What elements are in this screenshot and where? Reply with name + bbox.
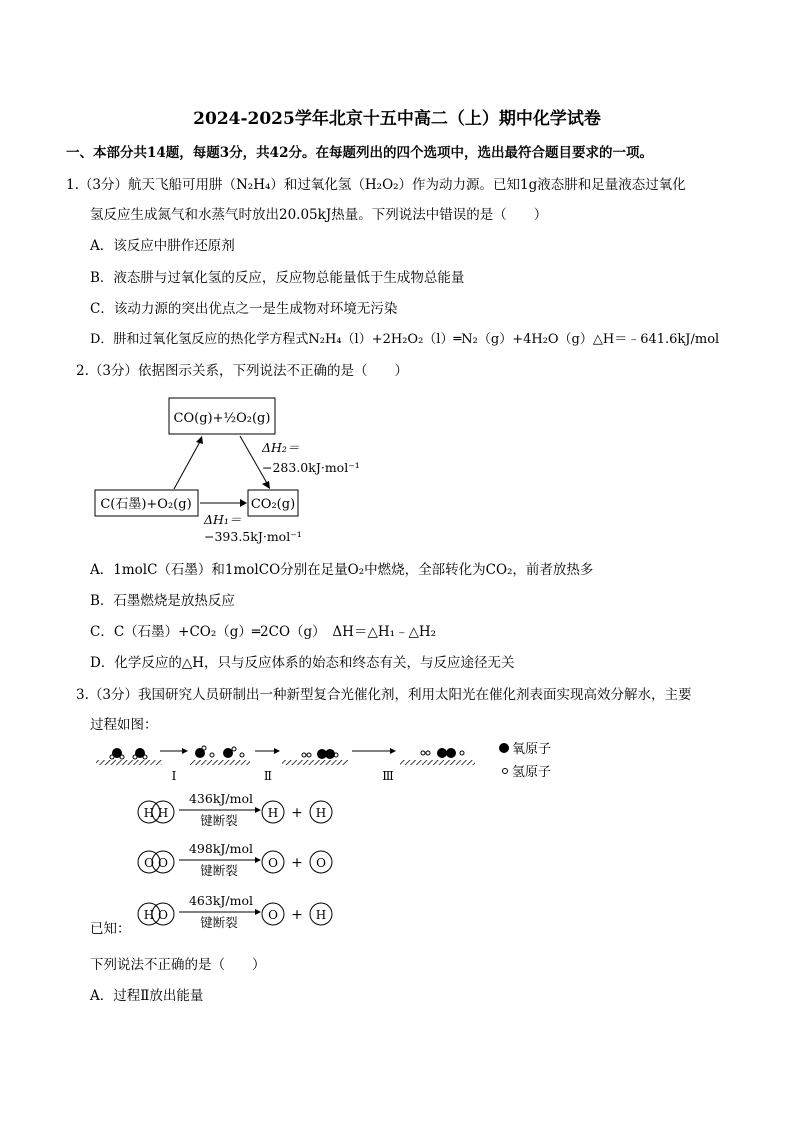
svg-text:H: H (315, 806, 327, 820)
svg-text:H: H (315, 908, 327, 922)
oxygen-legend-icon (499, 743, 509, 753)
q2-stem: 2.（3分）依据图示关系，下列说法不正确的是（ ） (76, 363, 408, 379)
bond-energy-diagrams (135, 790, 375, 940)
step-label: Ⅲ (382, 769, 394, 783)
dh1-label: ΔH₁＝ (204, 512, 242, 527)
catalyst-surface (96, 760, 162, 765)
catalyst-surface (400, 760, 475, 765)
q3-known-label: 已知： (90, 921, 131, 937)
q1-option-d[interactable]: D．肼和过氧化氢反应的热化学方程式N₂H₄（l）+2H₂O₂（l）═N₂（g）+4H₂O（g）△H＝﹣641.6kJ/mol (90, 332, 720, 347)
q2-option-b[interactable]: B．石墨燃烧是放热反应 (90, 593, 235, 609)
legend-oxygen: 氧原子 (512, 742, 552, 757)
q1-stem-line2: 氢反应生成氮气和水蒸气时放出20.05kJ热量。下列说法中错误的是（ ） (90, 207, 548, 223)
step-label: Ⅱ (263, 769, 273, 783)
bond-energy-value: 498kJ/mol (188, 841, 254, 856)
svg-text:H: H (143, 908, 155, 922)
q3-stem-line1: 3.（3分）我国研究人员研制出一种新型复合光催化剂，利用太阳光在催化剂表面实现高效分解水，主要 (76, 687, 692, 703)
q1-option-a[interactable]: A．该反应中肼作还原剂 (90, 238, 235, 254)
arrow-head-right (240, 499, 247, 507)
svg-text:O: O (144, 856, 154, 870)
svg-text:+: + (291, 855, 303, 871)
catalyst-surface (282, 760, 348, 765)
svg-text:O: O (316, 856, 326, 870)
q3-question: 下列说法不正确的是（ ） (90, 957, 266, 973)
svg-text:H: H (267, 806, 279, 820)
left-box-label: C(石墨)+O₂(g) (100, 497, 192, 512)
right-box-label: CO₂(g) (250, 497, 296, 512)
bond-energy-value: 463kJ/mol (188, 893, 254, 908)
section-heading: 一、本部分共14题，每题3分，共42分。在每题列出的四个选项中，选出最符合题目要求的一项。 (66, 145, 653, 161)
q1-option-b[interactable]: B．液态肼与过氧化氢的反应，反应物总能量低于生成物总能量 (90, 270, 465, 286)
svg-text:+: + (291, 805, 303, 821)
q2-option-d[interactable]: D．化学反应的△H，只与反应体系的始态和终态有关，与反应途径无关 (90, 655, 515, 671)
legend-hydrogen: 氢原子 (512, 765, 552, 780)
svg-text:O: O (268, 856, 278, 870)
page-title: 2024-2025学年北京十五中高二（上）期中化学试卷 (193, 109, 601, 129)
svg-text:O: O (158, 908, 168, 922)
svg-text:键断裂: 键断裂 (200, 915, 238, 930)
step-label: Ⅰ (171, 769, 177, 783)
bond-energy-value: 436kJ/mol (188, 791, 254, 806)
water-splitting-process (90, 740, 570, 785)
q2-option-a[interactable]: A．1molC（石墨）和1molCO分别在足量O₂中燃烧，全部转化为CO₂，前者放热多 (90, 562, 594, 578)
arrow-head-up (196, 436, 203, 444)
top-box-label: CO(g)+½O₂(g) (173, 411, 271, 426)
svg-text:+: + (291, 907, 303, 923)
hydrogen-legend-icon (503, 769, 508, 774)
q1-stem-line1: 1.（3分）航天飞船可用肼（N₂H₄）和过氧化氢（H₂O₂）作为动力源。已知1g液态肼和足量液态过氧化 (66, 177, 686, 193)
catalyst-surface (190, 760, 250, 765)
q3-option-a[interactable]: A．过程Ⅱ放出能量 (90, 988, 204, 1004)
svg-text:O: O (158, 856, 168, 870)
q1-option-c[interactable]: C．该动力源的突出优点之一是生成物对环境无污染 (90, 301, 398, 317)
svg-text:H: H (143, 806, 155, 820)
dh2-label: ΔH₂＝ (262, 440, 300, 455)
svg-text:O: O (268, 908, 278, 922)
enthalpy-cycle-diagram (90, 392, 390, 552)
q2-option-c[interactable]: C．C（石墨）+CO₂（g）═2CO（g） ΔH＝△H₁﹣△H₂ (90, 624, 437, 640)
svg-text:键断裂: 键断裂 (200, 863, 238, 878)
svg-text:键断裂: 键断裂 (200, 813, 238, 828)
dh2-value: −283.0kJ·mol⁻¹ (262, 460, 360, 475)
svg-text:H: H (157, 806, 169, 820)
dh1-value: −393.5kJ·mol⁻¹ (204, 529, 302, 544)
q3-stem-line2: 过程如图： (90, 717, 158, 733)
arrow-left-to-top (174, 438, 202, 489)
